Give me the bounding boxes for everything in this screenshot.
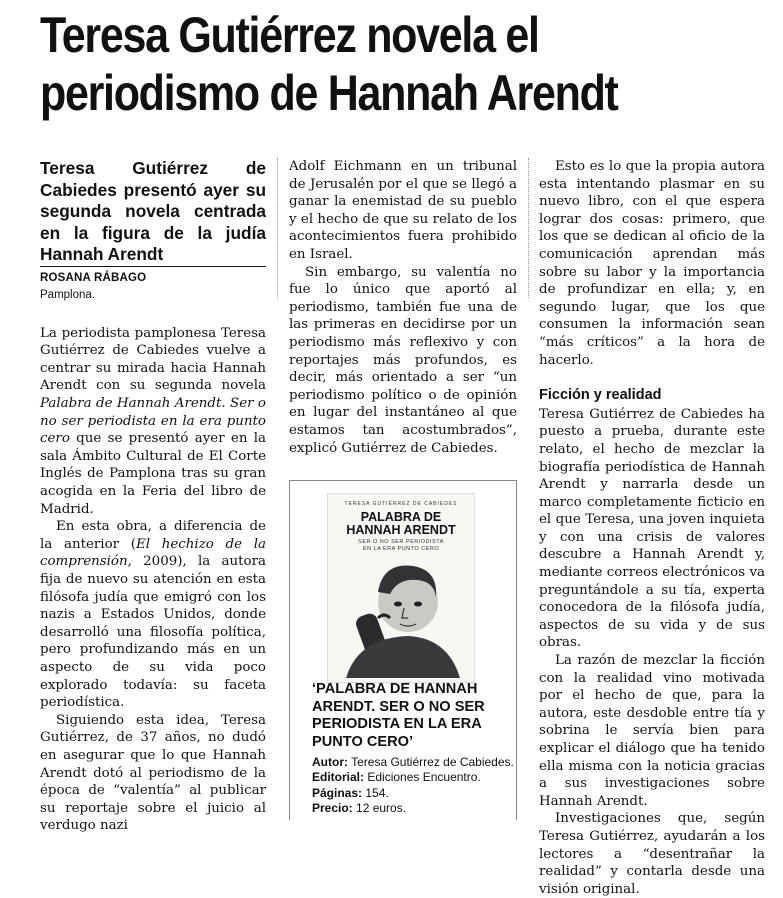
book-title-italic: Palabra de Hannah Arendt. Ser o no ser periodista en la era punto cero [40,396,266,447]
book-publisher-row: Editorial: Ediciones Encuentro. [312,770,481,785]
previous-book-italic: El hechizo de la comprensión [40,536,266,570]
body-paragraph: Teresa Gutiérrez de Cabiedes ha puesto a prueba, durante este relato, el hecho de mezclar la biografía periodística de Hannah Arendt y narrarla desde un marco completamente ficticio en el que Teresa, una joven inquieta y con una crisis de valores descubre a Hannah Arendt y, mediante correos electrónicos va preguntándole a su tía, experta conocedora de la filósofa judía, aspectos de su vida y de sus obras. [539,406,765,651]
section-subhead: Ficción y realidad [539,387,662,404]
article-column-2 [289,158,517,457]
portrait-illustration [338,552,464,678]
headline-line-2: periodismo de Hannah Arendt [40,65,618,121]
cover-title: PALABRA DE HANNAH ARENDT [346,510,456,537]
book-cover-image [327,493,475,683]
book-info-box [289,480,517,820]
column-divider [277,158,278,298]
byline-place: Pamplona. [40,289,95,302]
book-author-row: Autor: Teresa Gutiérrez de Cabiedes. [312,755,514,769]
body-paragraph: La razón de mezclar la ficción con la realidad vino motivada por el hecho de que, para la autora, este desdoble entre tía y sobrina le servía bien para explicar el diálogo que ha tenido ella misma con la noticia gracias a sus investigaciones sobre Hannah Arendt. [539,653,765,809]
headline [40,6,668,122]
article-column-3 [539,158,765,898]
article-column-1 [40,158,266,835]
book-price-row: Precio: 12 euros. [312,801,407,816]
book-title: ‘PALABRA DE HANNAH ARENDT. SER O NO SER PERIODISTA EN LA ERA PUNTO CERO’ [312,681,485,750]
book-pages-row: Páginas: 154. [312,785,389,800]
body-paragraph: La periodista pamplonesa Teresa Gutiérrez de Cabiedes vuelve a centrar su mirada hacia Hannah Arendt con su segunda novela Palabra de Hannah Arendt. Ser o no ser periodista en la era punto cero que se presentó ayer en la sala Ámbito Cultural de El Corte Inglés de Pamplona tras su gran acogida en la Feria del libro de Madrid. [40,325,266,517]
book-details [312,755,516,817]
column-divider [528,158,529,298]
body-paragraph: Sin embargo, su valentía no fue lo único que aportó al periodismo, también fue una de las primeras en decidirse por un periodismo más reflexivo y con reportajes más profundos, es decir, más orientado a ser “un periodismo político o de opinión en lugar del instantáneo al que estamos tan acostumbrados”, explicó Gutiérrez de Cabiedes. [289,264,517,456]
cover-author: TERESA GUTIÉRREZ DE CABIEDES [344,501,458,507]
body-paragraph: Adolf Eichmann en un tribunal de Jerusalén por el que se llegó a ganar la enemistad de su pueblo y el hecho de que su relato de los acontecimientos fuera prohibido en Israel. [289,159,517,262]
body-paragraph: Siguiendo esta idea, Teresa Gutiérrez, de 37 años, no dudó en asegurar que lo que Hannah Arendt dotó al periodismo de la época de “valentía” al publicar su reportaje sobre el juicio al verdugo nazi [40,712,266,834]
byline-rule [40,266,266,267]
lead-paragraph: Teresa Gutiérrez de Cabiedes presentó ayer su segunda novela centrada en la figura de la judía Hannah Arendt [40,158,266,264]
headline-line-1: Teresa Gutiérrez novela el [40,7,539,63]
body-paragraph: En esta obra, a diferencia de la anterior (El hechizo de la comprensión, 2009), la autora fija de nuevo su atención en esta filósofa judía que emigró con los nazis a Estados Unidos, donde desarrolló una filosofía política, pero profundizando más en un aspecto de su vida poco explorado todavía: su faceta periodística. [40,519,266,711]
cover-subtitle: SER O NO SER PERIODISTA EN LA ERA PUNTO CERO [358,539,444,552]
body-paragraph: Esto es lo que la propia autora esta intentando plasmar en su nuevo libro, con el que espera lograr dos cosas: primero, que los que se dedican al oficio de la comunicación aprendan más sobre su labor y la importancia de profundizar en ella; y, en segundo lugar, que los que consumen la información sean “más críticos” a la hora de hacerlo. [539,159,765,368]
body-paragraph: Investigaciones que, según Teresa Gutiérrez, ayudarán a los lectores a “desentrañar la realidad” y contarla desde una visión original. [539,811,765,897]
byline-author: ROSANA RÁBAGO [40,271,147,284]
